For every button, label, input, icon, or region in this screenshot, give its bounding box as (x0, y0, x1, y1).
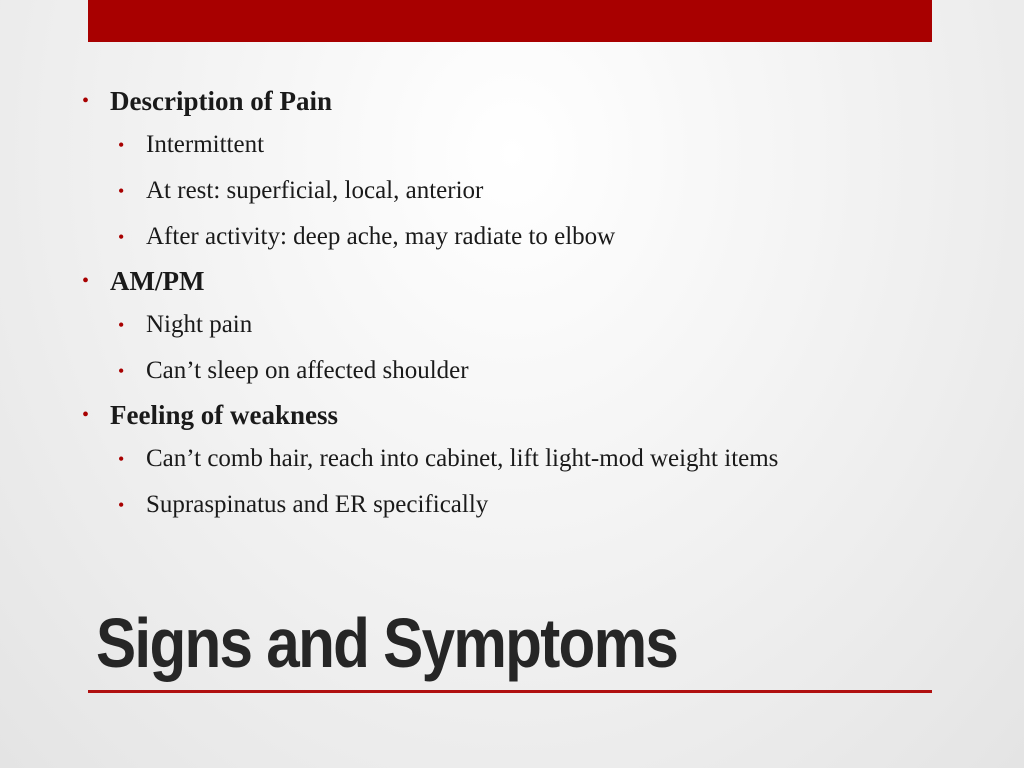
bullet-icon: • (118, 227, 125, 247)
bullet-icon: • (118, 361, 125, 381)
bullet-icon: • (118, 315, 125, 335)
sub-list-container (78, 122, 958, 260)
sub-list-feeling-of-weakness (78, 436, 958, 528)
top-accent-bar (88, 0, 932, 42)
sub-item-label: Can’t sleep on affected shoulder (146, 357, 469, 384)
sub-item (78, 302, 958, 348)
bullet-icon: • (118, 495, 125, 515)
sub-item (78, 436, 958, 482)
section-heading-label: AM/PM (110, 266, 205, 296)
bullet-icon: • (82, 90, 90, 112)
bullet-icon: • (82, 404, 90, 426)
section-heading-label: Feeling of weakness (110, 400, 338, 430)
bullet-icon: • (82, 270, 90, 292)
section-heading-label: Description of Pain (110, 86, 332, 116)
sub-item (78, 214, 958, 260)
sub-list-description-of-pain (78, 122, 958, 260)
sub-item-label: Intermittent (146, 131, 265, 158)
sub-item (78, 348, 958, 394)
section-heading-feeling-of-weakness (78, 394, 958, 436)
sub-item-label: Night pain (146, 311, 253, 338)
sub-item-label: Supraspinatus and ER specifically (146, 491, 489, 518)
bullet-icon: • (118, 449, 125, 469)
section-heading-am-pm (78, 260, 958, 302)
bullet-icon: • (118, 135, 125, 155)
section-heading-description-of-pain (78, 80, 958, 122)
sub-item-label: Can’t comb hair, reach into cabinet, lift light-mod weight items (146, 445, 779, 472)
sub-item-label: After activity: deep ache, may radiate to elbow (146, 223, 616, 250)
sub-item (78, 482, 958, 528)
title-underline-rule (88, 690, 932, 693)
bullet-icon: • (118, 181, 125, 201)
slide-title: Signs and Symptoms (96, 604, 678, 682)
bullet-list (78, 80, 958, 528)
sub-item-label: At rest: superficial, local, anterior (146, 177, 484, 204)
sub-item (78, 168, 958, 214)
sub-item (78, 122, 958, 168)
sub-list-am-pm (78, 302, 958, 394)
sub-list-container (78, 436, 958, 528)
sub-list-container (78, 302, 958, 394)
slide-body (78, 80, 958, 528)
